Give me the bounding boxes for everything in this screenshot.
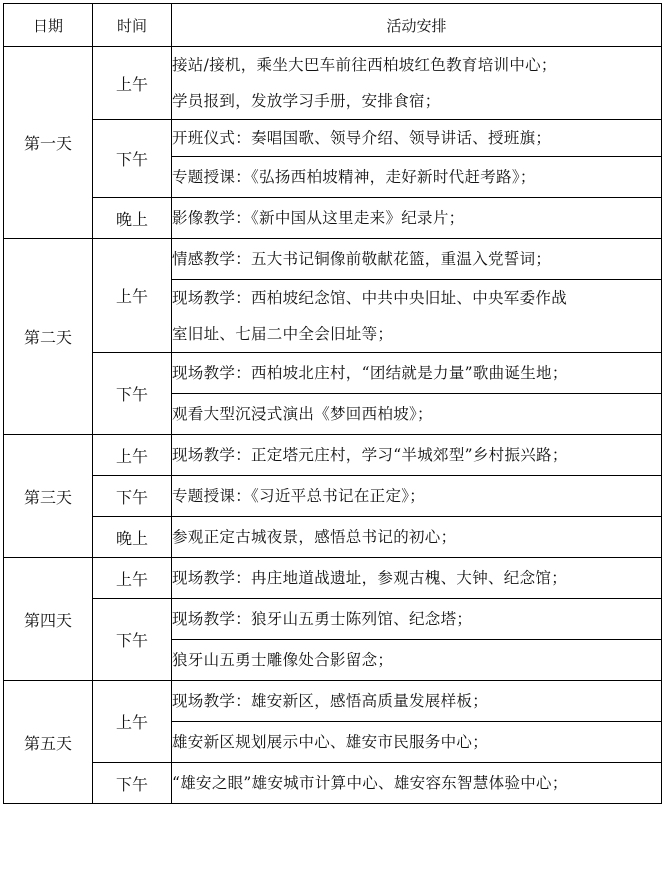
activity-line: 开班仪式：奏唱国歌、领导介绍、领导讲话、授班旗； bbox=[172, 129, 552, 147]
table-row bbox=[4, 120, 662, 157]
activity-cell bbox=[172, 517, 662, 558]
activity-line: 专题授课：《弘扬西柏坡精神，走好新时代赶考路》； bbox=[172, 168, 536, 186]
period-label: 上午 bbox=[93, 435, 172, 476]
period-label: 上午 bbox=[93, 558, 172, 599]
activity-cell bbox=[172, 763, 662, 804]
period-label: 下午 bbox=[93, 599, 172, 681]
period-label: 下午 bbox=[93, 476, 172, 517]
activity-line: “雄安之眼”雄安城市计算中心、雄安容东智慧体验中心； bbox=[172, 774, 568, 792]
activity-cell bbox=[172, 394, 662, 435]
activity-cell bbox=[172, 120, 662, 157]
schedule-table bbox=[3, 3, 662, 804]
activity-cell bbox=[172, 681, 662, 722]
activity-cell bbox=[172, 239, 662, 280]
period-label: 上午 bbox=[93, 47, 172, 120]
table-row bbox=[4, 47, 662, 120]
activity-cell bbox=[172, 198, 662, 239]
table-row bbox=[4, 681, 662, 722]
table-row bbox=[4, 517, 662, 558]
table-row bbox=[4, 435, 662, 476]
activity-line: 专题授课：《习近平总书记在正定》； bbox=[172, 487, 426, 505]
day-label: 第五天 bbox=[4, 681, 93, 804]
activity-line: 情感教学：五大书记铜像前敬献花篮，重温入党誓词； bbox=[172, 250, 552, 268]
activity-cell bbox=[172, 353, 662, 394]
day-label: 第二天 bbox=[4, 239, 93, 435]
activity-line: 观看大型沉浸式演出《梦回西柏坡》； bbox=[172, 405, 433, 423]
activity-line: 现场教学：雄安新区，感悟高质量发展样板； bbox=[172, 692, 489, 710]
activity-line: 参观正定古城夜景，感悟总书记的初心； bbox=[172, 528, 457, 546]
period-label: 下午 bbox=[93, 120, 172, 198]
table-row bbox=[4, 476, 662, 517]
period-label: 晚上 bbox=[93, 198, 172, 239]
activity-line: 室旧址、七届二中全会旧址等； bbox=[172, 325, 394, 343]
activity-cell bbox=[172, 476, 662, 517]
header-row bbox=[4, 4, 662, 47]
activity-line: 现场教学：正定塔元庄村，学习“半城郊型”乡村振兴路； bbox=[172, 446, 568, 464]
header-time: 时间 bbox=[93, 4, 172, 47]
period-label: 下午 bbox=[93, 353, 172, 435]
table-row bbox=[4, 763, 662, 804]
period-label: 下午 bbox=[93, 763, 172, 804]
table-row bbox=[4, 353, 662, 394]
activity-cell bbox=[172, 558, 662, 599]
activity-line: 现场教学：狼牙山五勇士陈列馆、纪念塔； bbox=[172, 610, 473, 628]
activity-cell bbox=[172, 435, 662, 476]
day-label: 第四天 bbox=[4, 558, 93, 681]
header-date: 日期 bbox=[4, 4, 93, 47]
day-label: 第一天 bbox=[4, 47, 93, 239]
table-row bbox=[4, 239, 662, 280]
activity-cell bbox=[172, 722, 662, 763]
table-row bbox=[4, 599, 662, 640]
period-label: 晚上 bbox=[93, 517, 172, 558]
activity-cell bbox=[172, 599, 662, 640]
activity-cell bbox=[172, 157, 662, 198]
activity-cell bbox=[172, 47, 662, 120]
activity-line: 现场教学：西柏坡纪念馆、中共中央旧址、中央军委作战 bbox=[172, 289, 568, 307]
activity-line: 影像教学：《新中国从这里走来》纪录片； bbox=[172, 209, 465, 227]
activity-line: 现场教学：冉庄地道战遗址，参观古槐、大钟、纪念馆； bbox=[172, 569, 568, 587]
activity-line: 学员报到，发放学习手册，安排食宿； bbox=[172, 92, 441, 110]
day-label: 第三天 bbox=[4, 435, 93, 558]
table-row bbox=[4, 558, 662, 599]
activity-cell bbox=[172, 280, 662, 353]
activity-line: 狼牙山五勇士雕像处合影留念； bbox=[172, 651, 394, 669]
table-row bbox=[4, 198, 662, 239]
activity-line: 现场教学：西柏坡北庄村，“团结就是力量”歌曲诞生地； bbox=[172, 364, 568, 382]
activity-line: 接站/接机，乘坐大巴车前往西柏坡红色教育培训中心； bbox=[172, 56, 557, 74]
period-label: 上午 bbox=[93, 681, 172, 763]
period-label: 上午 bbox=[93, 239, 172, 353]
header-activity: 活动安排 bbox=[172, 4, 662, 47]
activity-line: 雄安新区规划展示中心、雄安市民服务中心； bbox=[172, 733, 489, 751]
activity-cell bbox=[172, 640, 662, 681]
